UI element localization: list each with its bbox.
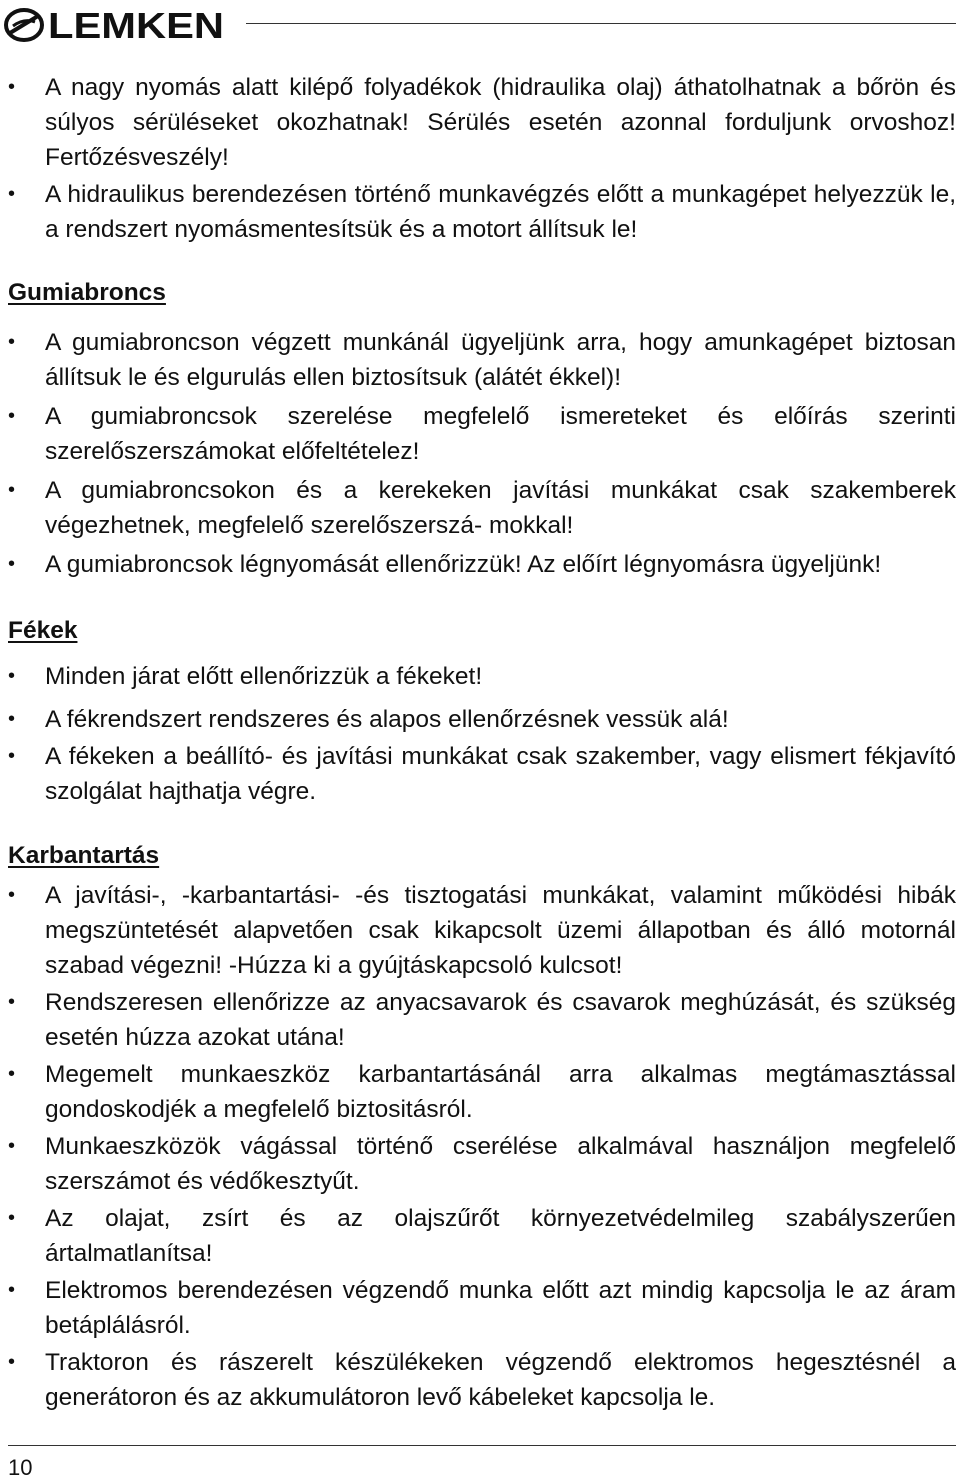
section-heading-fekek: Fékek — [8, 617, 78, 644]
bullet-icon: • — [8, 1279, 16, 1301]
karbantartas-list — [8, 878, 956, 1415]
bullet-icon: • — [8, 479, 16, 501]
footer-rule — [8, 1445, 956, 1446]
list-item: • A gumiabroncsok szerelése megfelelő ismereteket és előírás szerinti szerelőszerszámokat előfeltételez! — [8, 399, 956, 469]
section-heading-karbantartas: Karbantartás — [8, 842, 160, 869]
bullet-icon: • — [8, 884, 16, 906]
bullet-icon: • — [8, 183, 16, 205]
page-header — [0, 0, 960, 50]
bullet-icon: • — [8, 1135, 16, 1157]
bullet-icon: • — [8, 1351, 16, 1373]
intro-list — [8, 70, 956, 247]
list-item: • Rendszeresen ellenőrizze az anyacsavarok és csavarok meghúzását, és szükség esetén húzza azokat utána! — [8, 985, 956, 1055]
list-item: • A fékrendszert rendszeres és alapos ellenőrzésnek vessük alá! — [8, 702, 956, 737]
bullet-icon: • — [8, 76, 16, 98]
section-heading-karbantartas-wrap — [8, 840, 956, 875]
list-item: • A hidraulikus berendezésen történő munkavégzés előtt a munkagépet helyezzük le, a rendszert nyomásmentesítsük és a motort állítsuk le! — [8, 177, 956, 247]
header-rule — [246, 23, 956, 24]
bullet-icon: • — [8, 331, 16, 353]
bullet-icon: • — [8, 665, 16, 687]
list-item: • A gumiabroncsok légnyomását ellenőrizzük! Az előírt légnyomásra ügyeljünk! — [8, 547, 956, 582]
bullet-icon: • — [8, 405, 16, 427]
section-heading-gumiabroncs: Gumiabroncs — [8, 279, 166, 306]
page-content — [8, 70, 956, 1415]
bullet-icon: • — [8, 1063, 16, 1085]
bullet-icon: • — [8, 553, 16, 575]
bullet-icon: • — [8, 1207, 16, 1229]
list-item: • A fékeken a beállító- és javítási munkákat csak szakember, vagy elismert fékjavító szolgálat hajthatja végre. — [8, 739, 956, 809]
list-item: • Minden járat előtt ellenőrizzük a fékeket! — [8, 659, 956, 694]
bullet-icon: • — [8, 708, 16, 730]
list-item: • A gumiabroncsokon és a kerekeken javítási munkákat csak szakemberek végezhetnek, megfelelő szerelőszerszá- mokkal! — [8, 473, 956, 543]
list-item: • A gumiabroncson végzett munkánál ügyeljünk arra, hogy amunkagépet biztosan állítsuk le és elgurulás ellen biztosítsuk (alátét ékkel)! — [8, 325, 956, 395]
bullet-icon: • — [8, 745, 16, 767]
list-item: • Az olajat, zsírt és az olajszűrőt környezetvédelmileg szabályszerűen ártalmatlanítsa! — [8, 1201, 956, 1271]
list-item: • A javítási-, -karbantartási- -és tisztogatási munkákat, valamint működési hibák megszüntetését alapvetően csak kikapcsolt üzemi állapotban és álló motornál szabad végezni! -Húzza ki a gyújtáskapcsoló kulcsot! — [8, 878, 956, 983]
list-item: • Traktoron és rászerelt készülékeken végzendő elektromos hegesztésnél a generátoron és az akkumulátoron levő kábeleket kapcsolja le. — [8, 1345, 956, 1415]
bullet-icon: • — [8, 991, 16, 1013]
section-heading-fekek-wrap — [8, 615, 956, 650]
svg-text:LEMKEN: LEMKEN — [48, 6, 224, 44]
list-item: • Munkaeszközök vágással történő cserélése alkalmával használjon megfelelő szerszámot és védőkesztyűt. — [8, 1129, 956, 1199]
list-item: • Megemelt munkaeszköz karbantartásánál arra alkalmas megtámasztással gondoskodjék a megfelelő biztositásról. — [8, 1057, 956, 1127]
list-item: • A nagy nyomás alatt kilépő folyadékok (hidraulika olaj) áthatolhatnak a bőrön és súlyos sérüléseket okozhatnak! Sérülés esetén azonnal forduljunk orvoshoz! Fertőzésveszély! — [8, 70, 956, 175]
fekek-list — [8, 659, 956, 809]
gumiabroncs-list — [8, 325, 956, 582]
list-item: • Elektromos berendezésen végzendő munka előtt azt mindig kapcsolja le az áram betáplálásról. — [8, 1273, 956, 1343]
lemken-logo — [4, 6, 228, 44]
section-heading-gumiabroncs-wrap — [8, 277, 956, 312]
page-number: 10 — [8, 1455, 33, 1480]
